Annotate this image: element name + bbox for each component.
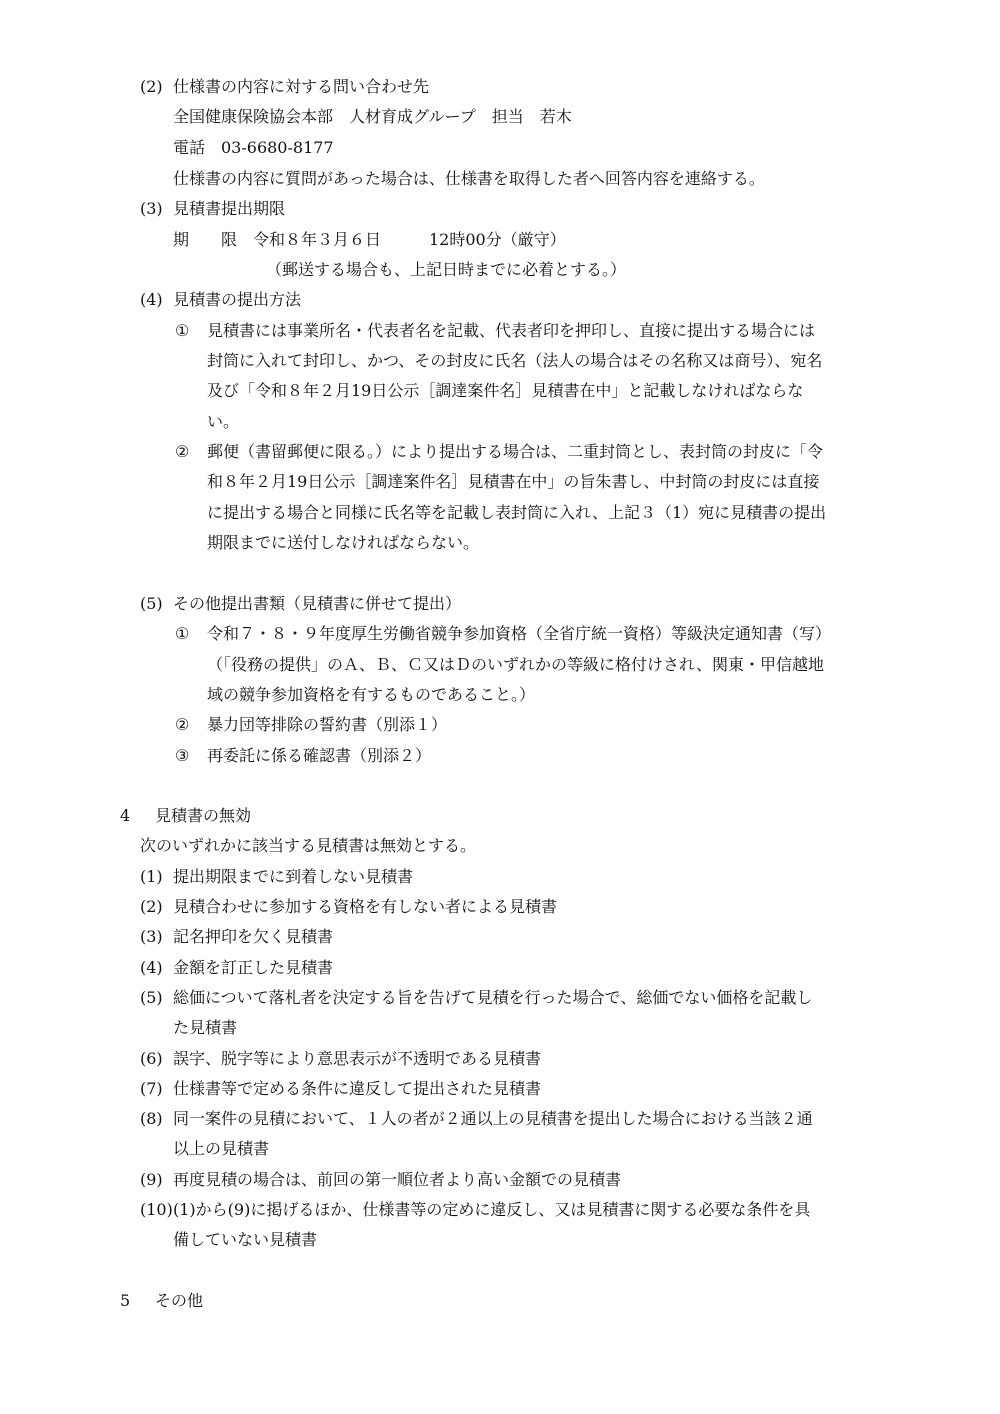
invalid-item-line: 金額を訂正した見積書 [173, 958, 334, 977]
invalid-item-line: 提出期限までに到着しない見積書 [173, 867, 414, 886]
invalid-item-line: 記名押印を欠く見積書 [173, 927, 334, 946]
invalid-item-line: 仕様書等で定める条件に違反して提出された見積書 [173, 1079, 542, 1098]
invalid-item-number: (7) [140, 1079, 163, 1098]
submission-heading: 見積書の提出方法 [173, 290, 302, 309]
other-docs-mark-2: ② [175, 715, 190, 734]
invalid-item-line: 同一案件の見積において、１人の者が２通以上の見積書を提出した場合における当該２通 [173, 1109, 813, 1128]
other-docs-2-line: 暴力団等排除の誓約書（別添１） [207, 715, 448, 734]
submission-1-line: 見積書には事業所名・代表者名を記載、代表者印を押印し、直接に提出する場合には [207, 321, 816, 340]
item-number-3: (3) [140, 199, 163, 218]
deadline-note: （郵送する場合も、上記日時までに必着とする。） [266, 260, 627, 279]
other-docs-heading: その他提出書類（見積書に併せて提出） [173, 594, 462, 613]
invalid-item-number: (5) [140, 988, 163, 1007]
other-section-heading: その他 [155, 1291, 204, 1310]
other-docs-1-line: （「役務の提供」のＡ、Ｂ、Ｃ又はＤのいずれかの等級に格付けされ、関東・甲信越地 [207, 655, 824, 674]
invalid-item-number: (6) [140, 1049, 163, 1068]
invalid-item-line: た見積書 [173, 1018, 238, 1037]
other-docs-1-line: 令和７・８・９年度厚生労働省競争参加資格（全省庁統一資格）等級決定通知書（写） [207, 624, 832, 643]
submission-mark-1: ① [175, 321, 190, 340]
other-docs-mark-1: ① [175, 624, 190, 643]
item-number-2: (2) [140, 77, 163, 96]
contact-note: 仕様書の内容に質問があった場合は、仕様書を取得した者へ回答内容を連絡する。 [173, 169, 765, 188]
item-number-4: (4) [140, 290, 163, 309]
submission-mark-2: ② [175, 442, 190, 461]
invalid-item-line: 見積合わせに参加する資格を有しない者による見積書 [173, 897, 558, 916]
section-number-4: 4 [120, 806, 131, 825]
submission-2-line: に提出する場合と同様に氏名等を記載し表封筒に入れ、上記３（1）宛に見積書の提出 [207, 503, 827, 522]
section-number-5: 5 [120, 1291, 131, 1310]
invalid-item-line: (1)から(9)に掲げるほか、仕様書等の定めに違反し、又は見積書に関する必要な条件を具 [173, 1200, 811, 1219]
deadline-date: 期 限 令和８年３月６日 12時00分（厳守） [173, 230, 566, 249]
submission-1-line: 封筒に入れて封印し、かつ、その封皮に氏名（法人の場合はその名称又は商号）、宛名 [207, 351, 823, 370]
contact-office: 全国健康保険協会本部 人材育成グループ 担当 若木 [173, 107, 572, 126]
invalid-quotes-intro: 次のいずれかに該当する見積書は無効とする。 [140, 836, 477, 855]
submission-1-line: い。 [207, 412, 240, 431]
invalid-item-number: (10) [140, 1200, 173, 1219]
invalid-item-line: 備していない見積書 [173, 1230, 318, 1249]
submission-2-line: 期限までに送付しなければならない。 [207, 533, 480, 552]
deadline-heading: 見積書提出期限 [173, 199, 286, 218]
contact-heading: 仕様書の内容に対する問い合わせ先 [173, 77, 430, 96]
item-number-5: (5) [140, 594, 163, 613]
submission-2-line: 郵便（書留郵便に限る。）により提出する場合は、二重封筒とし、表封筒の封皮に「令 [207, 442, 824, 461]
invalid-item-number: (3) [140, 927, 163, 946]
other-docs-3-line: 再委託に係る確認書（別添２） [207, 746, 432, 765]
other-docs-1-line: 域の競争参加資格を有するものであること。） [207, 685, 536, 704]
invalid-item-line: 以上の見積書 [173, 1139, 270, 1158]
contact-phone: 電話 03-6680-8177 [173, 138, 334, 157]
invalid-item-number: (8) [140, 1109, 163, 1128]
invalid-item-line: 再度見積の場合は、前回の第一順位者より高い金額での見積書 [173, 1170, 622, 1189]
invalid-item-number: (1) [140, 867, 163, 886]
submission-2-line: 和８年２月19日公示［調達案件名］見積書在中」の旨朱書し、中封筒の封皮には直接 [207, 472, 820, 491]
invalid-item-number: (4) [140, 958, 163, 977]
invalid-item-number: (2) [140, 897, 163, 916]
invalid-item-line: 総価について落札者を決定する旨を告げて見積を行った場合で、総価でない価格を記載し [173, 988, 813, 1007]
invalid-quotes-heading: 見積書の無効 [155, 806, 252, 825]
submission-1-line: 及び「令和８年２月19日公示［調達案件名］見積書在中」と記載しなければならな [207, 381, 804, 400]
invalid-item-number: (9) [140, 1170, 163, 1189]
other-docs-mark-3: ③ [175, 746, 190, 765]
invalid-item-line: 誤字、脱字等により意思表示が不透明である見積書 [173, 1049, 542, 1068]
